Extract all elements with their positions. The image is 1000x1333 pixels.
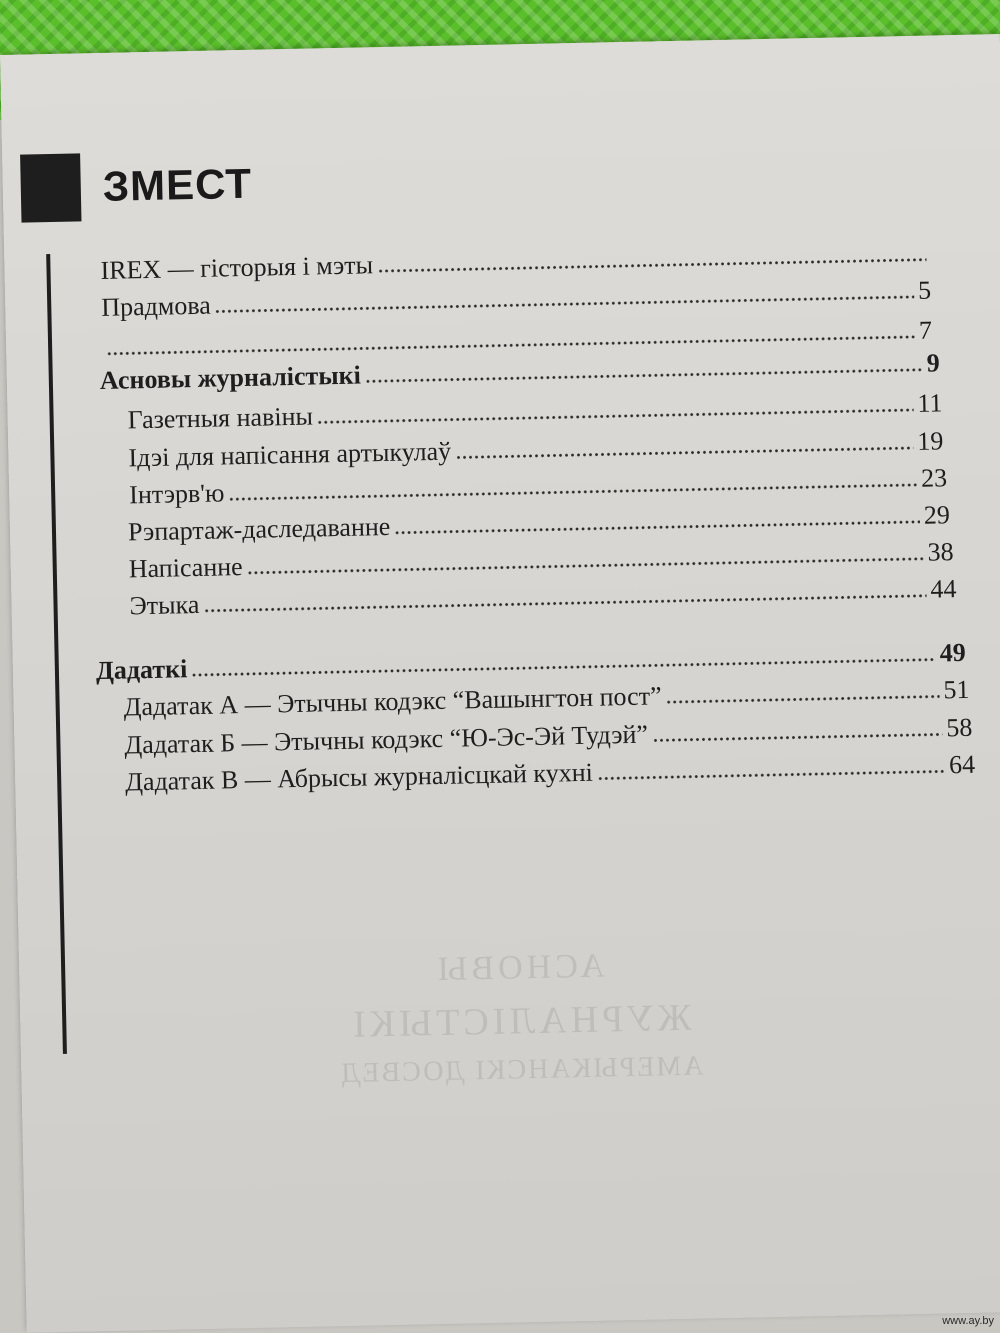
- toc-leader-dots: [191, 658, 936, 678]
- toc-entry-title: Этыка: [129, 589, 200, 621]
- toc-entry-irex: [100, 241, 930, 284]
- toc-entry-page: 23: [920, 463, 948, 493]
- toc-entry-page: 29: [923, 500, 951, 530]
- heading-black-block: [20, 153, 81, 222]
- book-page: [0, 34, 1000, 1333]
- toc-entry-title: Дадатак В — Абрысы журналісцкай кухні: [124, 757, 594, 797]
- vertical-rule: [46, 254, 67, 1054]
- show-through-text-2: ЖУРНАЛІСТЫКІ: [348, 996, 693, 1046]
- toc-leader-dots: [666, 694, 940, 704]
- watermark: www.ay.by: [942, 1315, 994, 1327]
- toc-entry-interview: [129, 465, 947, 508]
- toc-entry-dadatak-v: [124, 749, 976, 797]
- toc-entry-gazetnyya: [127, 390, 942, 433]
- toc-entry-title: Напісанне: [128, 552, 243, 584]
- toc-entry-dadatak-b: [124, 712, 973, 760]
- toc-entry-title: Прадмова: [101, 290, 212, 322]
- toc-leader-dots: [317, 408, 914, 424]
- toc-entry-page: 19: [916, 426, 944, 456]
- toc-entry-napisanne: [129, 539, 954, 582]
- toc-entry-page: 9: [926, 348, 940, 378]
- toc-entry-title: Рэпартаж-даследаванне: [127, 511, 391, 547]
- toc-leader-dots: [365, 368, 923, 384]
- toc-entry-page: 11: [917, 388, 943, 418]
- toc-entry-page: 49: [939, 637, 967, 668]
- toc-entry-title: Ідэі для напісання артыкулаў: [128, 436, 452, 473]
- toc-entry-title: Інтэрв'ю: [128, 478, 225, 510]
- toc-leader-dots: [455, 446, 913, 460]
- toc-entry-title: IREX — гісторыя і мэты: [100, 250, 374, 285]
- toc-leader-dots: [228, 483, 917, 501]
- toc-entry-title: Дадатак Б — Этычны кодэкс “Ю-Эс-Эй Тудэй”: [124, 719, 649, 760]
- toc-entry-title: Асновы журналістыкі: [99, 360, 362, 395]
- toc-leader-dots: [394, 520, 920, 535]
- toc-entry-page: 7: [918, 315, 933, 345]
- toc-entry-page: 38: [927, 537, 954, 567]
- toc-entry-title: Дадаткі: [95, 654, 188, 686]
- toc-leader-dots: [597, 769, 945, 780]
- toc-entry-dadatak-a: [123, 674, 970, 722]
- toc-section-dadatki: [95, 637, 967, 686]
- toc-entry-page: 44: [930, 574, 957, 604]
- page-title: ЗМЕСТ: [102, 159, 253, 210]
- toc-leader-dots: [203, 594, 926, 613]
- toc-leader-dots: [652, 732, 942, 742]
- toc-entry-idei: [128, 428, 943, 471]
- toc-entry-page: 58: [945, 712, 973, 743]
- show-through-text-3: АМЕРЫКАНСКІ ДОСВЕД: [338, 1050, 704, 1090]
- toc-entry-page: 51: [943, 674, 970, 705]
- toc-entry-page: 5: [917, 275, 932, 305]
- toc-entry-title: Дадатак А — Этычны кодэкс “Вашынгтон пост”: [123, 681, 662, 722]
- toc-entry-etyka: [129, 576, 956, 619]
- toc-entry-pradmova: [101, 275, 932, 322]
- toc-leader-dots: [215, 295, 914, 314]
- show-through-text-1: АСНОВЫ: [433, 947, 606, 989]
- toc-leader-dots: [247, 557, 924, 575]
- toc-leader-dots: [377, 258, 926, 274]
- toc-entry-page: 64: [948, 749, 976, 780]
- toc-entry-reportazh: [128, 502, 950, 545]
- toc-entry-title: Газетныя навіны: [127, 401, 314, 435]
